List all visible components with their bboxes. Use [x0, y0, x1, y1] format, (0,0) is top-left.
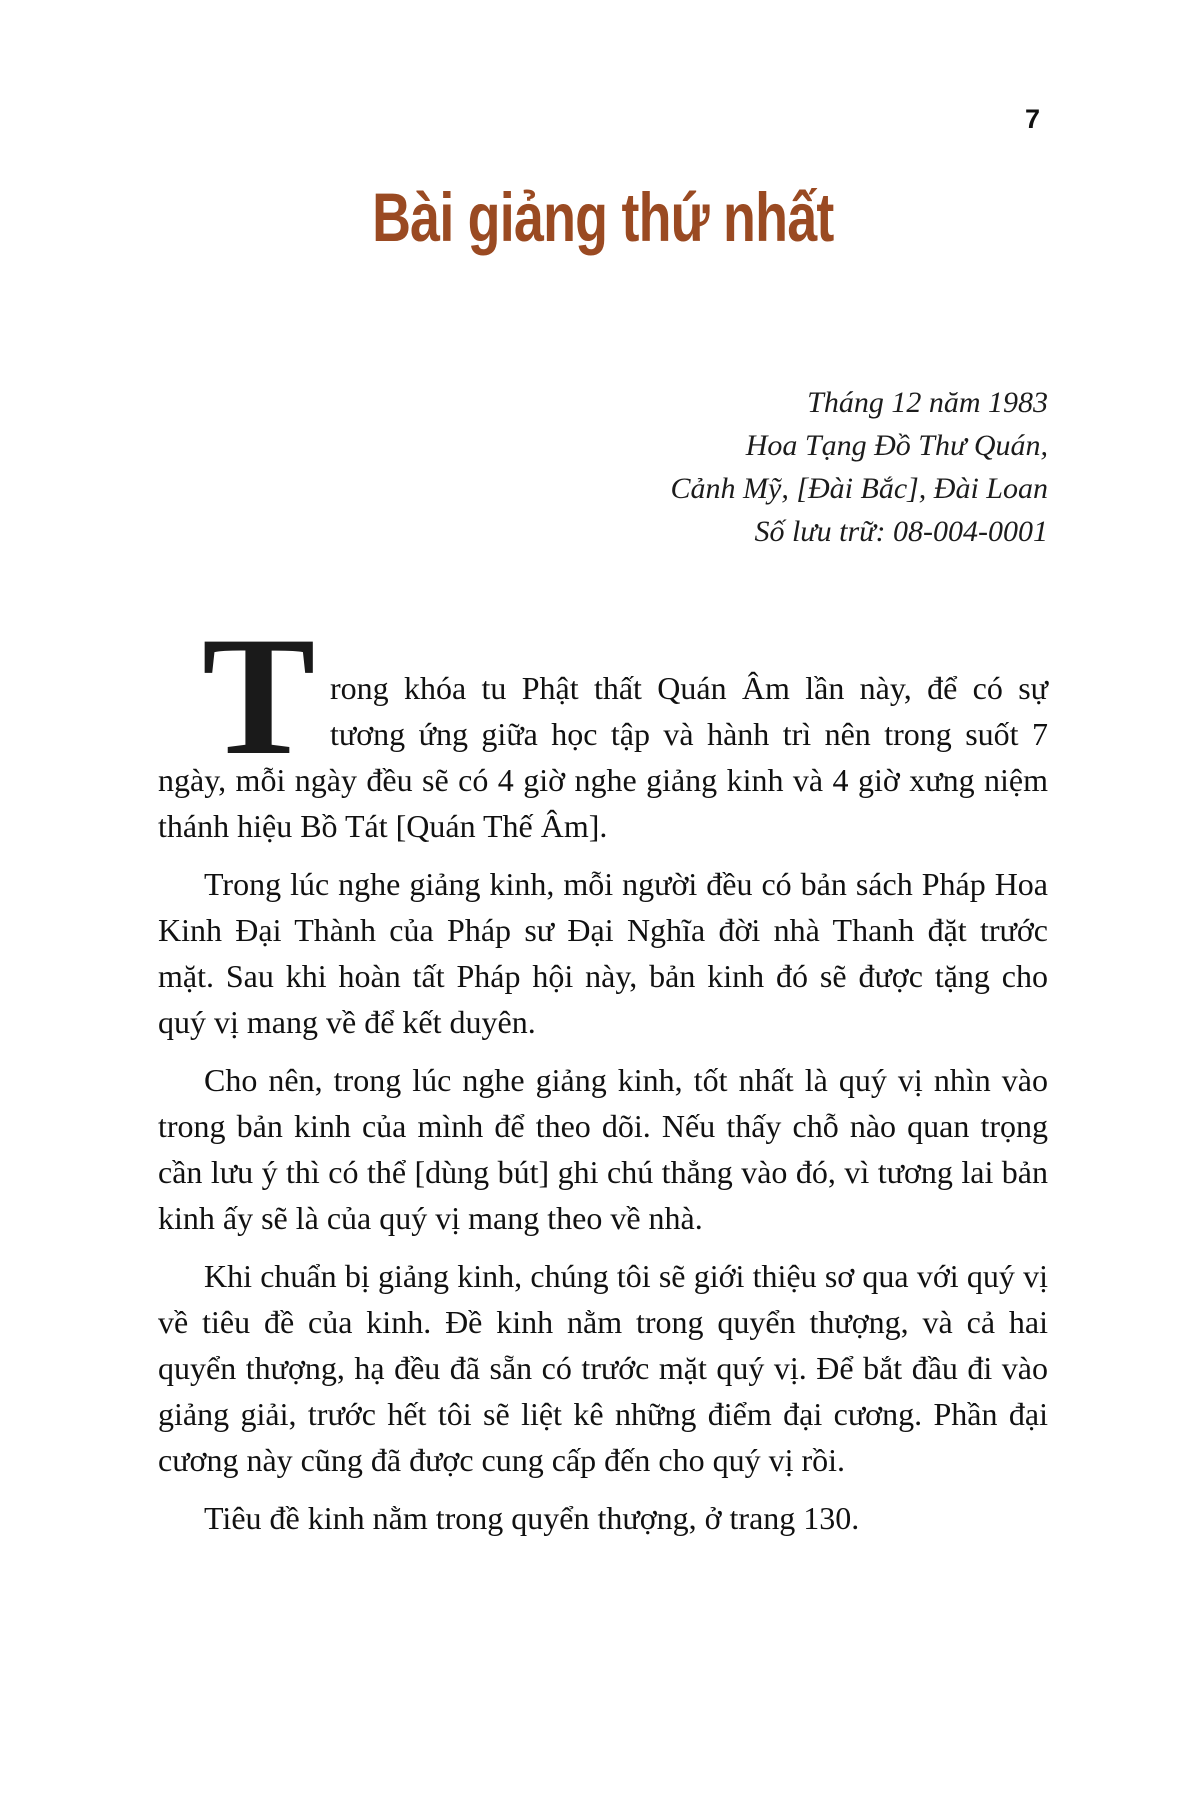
page-number: 7	[1024, 104, 1040, 134]
paragraph-3: Cho nên, trong lúc nghe giảng kinh, tốt nhất là quý vị nhìn vào trong bản kinh của mình để theo dõi. Nếu thấy chỗ nào quan trọng cần lưu ý thì có thể [dùng bút] ghi chú thẳng vào đó, vì tương lai bản kinh ấy sẽ là của quý vị mang theo về nhà.	[158, 1062, 1048, 1236]
body-text	[158, 602, 1048, 1553]
paragraph-4: Khi chuẩn bị giảng kinh, chúng tôi sẽ giới thiệu sơ qua với quý vị về tiêu đề của kinh. Đề kinh nằm trong quyển thượng, và cả hai quyển thượng, hạ đều đã sẵn có trước mặt quý vị. Để bắt đầu đi vào giảng giải, trước hết tôi sẽ liệt kê những điểm đại cương. Phần đại cương này cũng đã được cung cấp đến cho quý vị rồi.	[158, 1258, 1048, 1478]
metadata-location-line: Cảnh Mỹ, [Đài Bắc], Đài Loan	[670, 472, 1048, 505]
paragraph-1-text: rong khóa tu Phật thất Quán Âm lần này, để có sự tương ứng giữa học tập và hành trì nên trong suốt 7 ngày, mỗi ngày đều sẽ có 4 giờ nghe giảng kinh và 4 giờ xưng niệm thánh hiệu Bồ Tát [Quán Thế Âm].	[158, 670, 1048, 844]
lecture-metadata-block	[671, 381, 1049, 553]
paragraph-5: Tiêu đề kinh nằm trong quyển thượng, ở trang 130.	[204, 1500, 860, 1536]
metadata-venue-line: Hoa Tạng Đồ Thư Quán,	[745, 429, 1048, 462]
chapter-title: Bài giảng thứ nhất	[372, 179, 834, 256]
metadata-date-line: Tháng 12 năm 1983	[807, 386, 1048, 419]
drop-cap-letter: T	[202, 602, 316, 790]
paragraph-2: Trong lúc nghe giảng kinh, mỗi người đều có bản sách Pháp Hoa Kinh Đại Thành của Pháp sư Đại Nghĩa đời nhà Thanh đặt trước mặt. Sau khi hoàn tất Pháp hội này, bản kinh đó sẽ được tặng cho quý vị mang về để kết duyên.	[158, 866, 1048, 1040]
metadata-archive-number-line: Số lưu trữ: 08-004-0001	[754, 515, 1048, 548]
chapter-title-container	[158, 178, 1048, 257]
